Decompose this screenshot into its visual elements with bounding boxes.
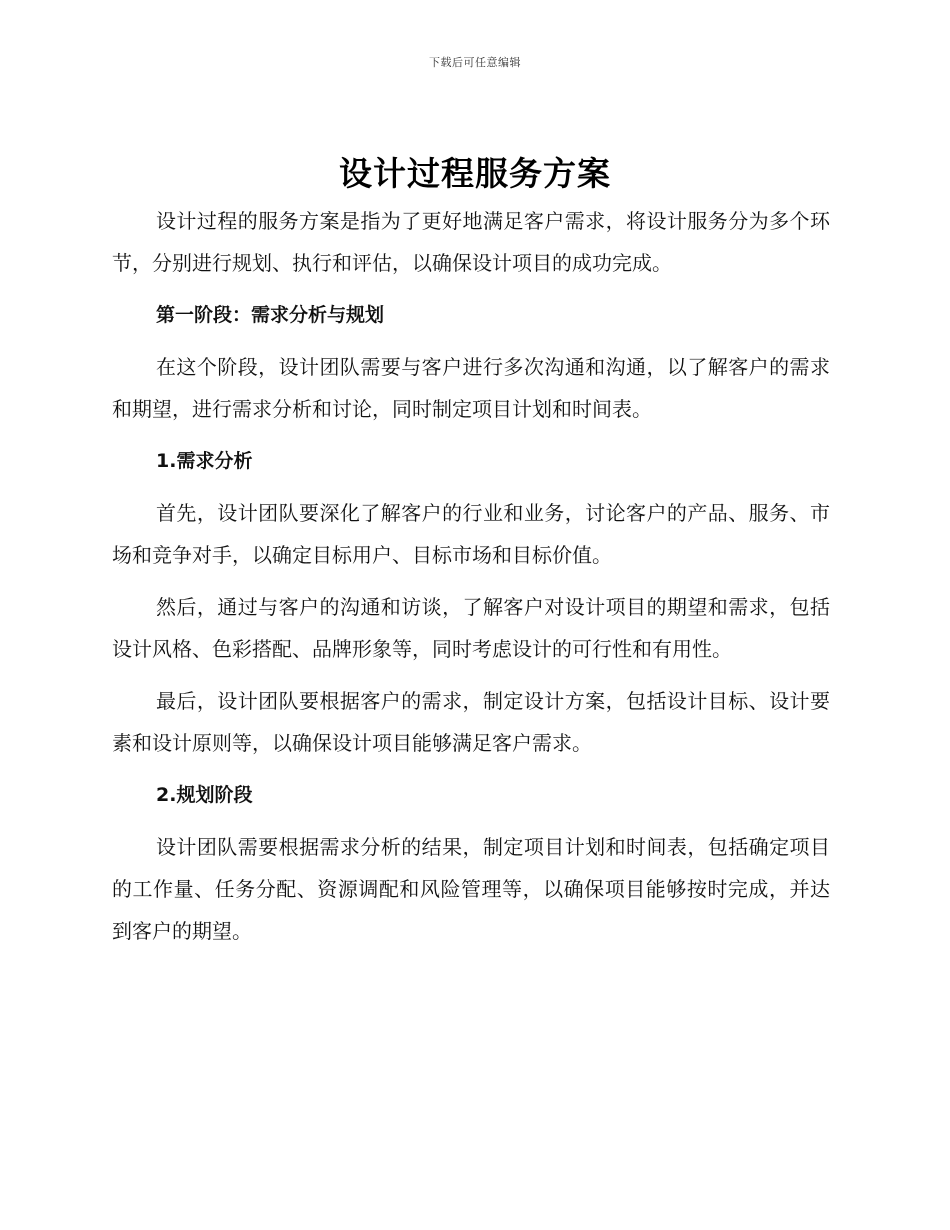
subsection-heading-requirements-analysis: 1.需求分析 bbox=[156, 450, 253, 472]
document-title: 设计过程服务方案 bbox=[339, 154, 611, 193]
intro-paragraph: 设计过程的服务方案是指为了更好地满足客户需求，将设计服务分为多个环节，分别进行规划、执行和评估，以确保设计项目的成功完成。 bbox=[112, 209, 830, 275]
requirements-paragraph-first: 首先，设计团队要深化了解客户的行业和业务，讨论客户的产品、服务、市场和竞争对手，以确定目标用户、目标市场和目标价值。 bbox=[112, 501, 830, 567]
subsection-heading-planning: 2.规划阶段 bbox=[156, 784, 253, 806]
document-body bbox=[112, 200, 830, 962]
section-heading-stage-one: 第一阶段：需求分析与规划 bbox=[156, 304, 385, 326]
header-note: 下载后可任意编辑 bbox=[429, 56, 521, 69]
requirements-paragraph-then: 然后，通过与客户的沟通和访谈，了解客户对设计项目的期望和需求，包括设计风格、色彩搭配、品牌形象等，同时考虑设计的可行性和有用性。 bbox=[112, 595, 830, 661]
planning-paragraph: 设计团队需要根据需求分析的结果，制定项目计划和时间表，包括确定项目的工作量、任务分配、资源调配和风险管理等，以确保项目能够按时完成，并达到客户的期望。 bbox=[112, 835, 830, 943]
stage-one-paragraph: 在这个阶段，设计团队需要与客户进行多次沟通和沟通，以了解客户的需求和期望，进行需求分析和讨论，同时制定项目计划和时间表。 bbox=[112, 355, 830, 421]
requirements-paragraph-finally: 最后，设计团队要根据客户的需求，制定设计方案，包括设计目标、设计要素和设计原则等，以确保设计项目能够满足客户需求。 bbox=[112, 689, 830, 755]
